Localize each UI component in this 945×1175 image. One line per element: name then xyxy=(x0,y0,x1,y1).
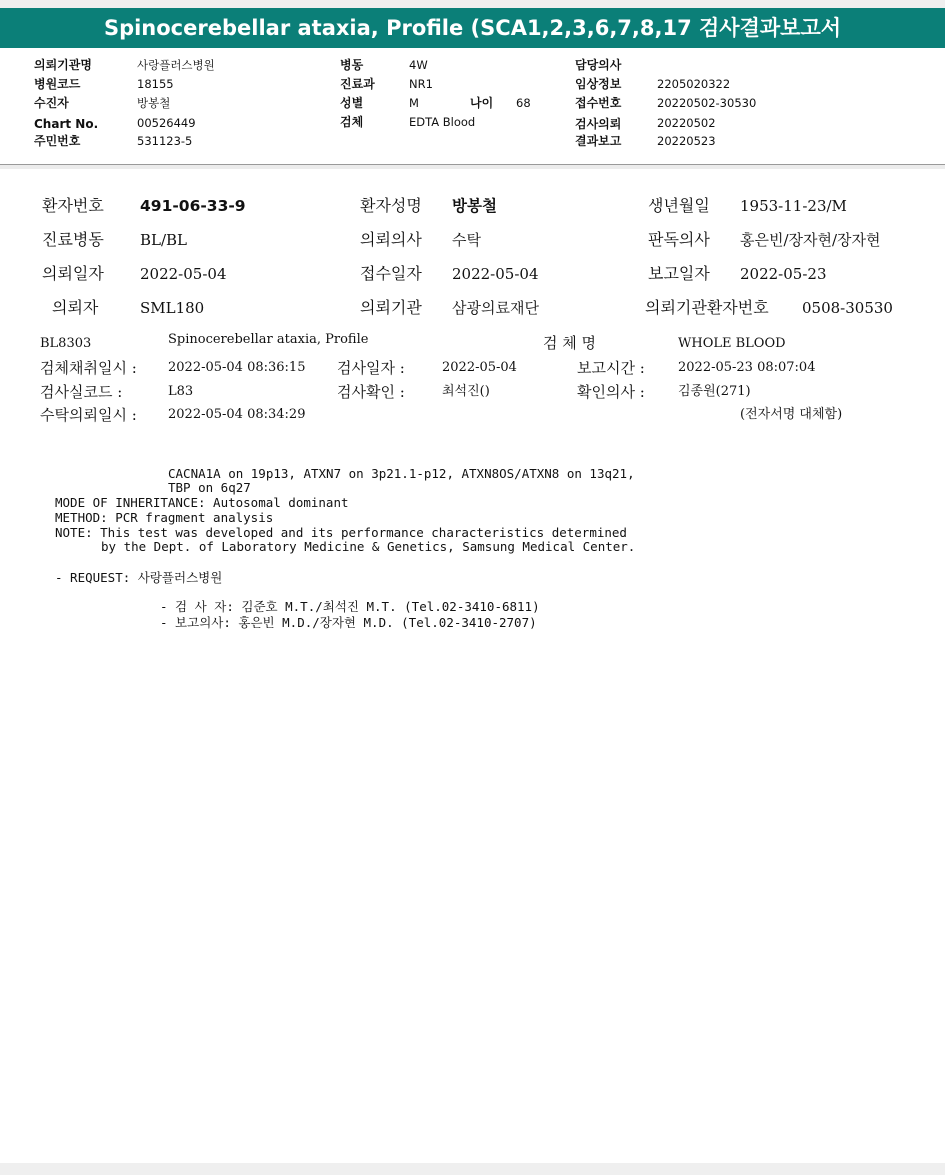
test-date-label: 검사일자 : xyxy=(337,359,405,377)
report-title: Spinocerebellar ataxia, Profile (SCA1,2,3,6,7,8,17 검사결과보고서 xyxy=(0,8,945,48)
collect-label: 검체채취일시 : xyxy=(40,359,137,377)
header-value: 20220502 xyxy=(657,116,716,130)
request-date: 2022-05-04 xyxy=(140,265,227,283)
header-value: 20220523 xyxy=(657,134,716,148)
header-label: 주민번호 xyxy=(34,134,81,148)
receive-date-label: 접수일자 xyxy=(360,264,422,283)
header-label: 병원코드 xyxy=(34,77,81,91)
header-label: 병동 xyxy=(340,58,364,72)
top-border xyxy=(0,0,945,8)
reporter-line: - 보고의사: 홍은빈 M.D./장자현 M.D. (Tel.02-3410-2707) xyxy=(160,615,537,630)
test-code: BL8303 xyxy=(40,336,92,351)
header-label: 담당의사 xyxy=(575,58,622,72)
ward-label: 진료병동 xyxy=(42,230,104,249)
header-shade xyxy=(0,165,945,169)
header-value: NR1 xyxy=(409,77,433,91)
institution-label: 의뢰기관 xyxy=(360,298,422,317)
tester-line: - 검 사 자: 김준호 M.T./최석진 M.T. (Tel.02-3410-6811) xyxy=(160,599,540,614)
header-value: 00526449 xyxy=(137,116,196,130)
header-label: 의뢰기관명 xyxy=(34,58,92,72)
reader: 홍은빈/장자현/장자현 xyxy=(740,231,881,249)
reader-label: 판독의사 xyxy=(648,230,710,249)
report-time: 2022-05-23 08:07:04 xyxy=(678,360,816,375)
test-date: 2022-05-04 xyxy=(442,360,517,375)
result-line: MODE OF INHERITANCE: Autosomal dominant xyxy=(55,495,349,510)
result-line: by the Dept. of Laboratory Medicine & Genetics, Samsung Medical Center. xyxy=(101,539,636,554)
header-value: 사랑플러스병원 xyxy=(137,58,215,72)
confirm-doctor-label: 확인의사 : xyxy=(577,383,645,401)
age-value: 68 xyxy=(516,96,531,110)
confirm: 최석진() xyxy=(442,384,490,399)
lab-code: L83 xyxy=(168,384,194,399)
header-value: EDTA Blood xyxy=(409,115,476,129)
specimen: WHOLE BLOOD xyxy=(678,336,786,351)
header-value: 2205020322 xyxy=(657,77,731,91)
ward: BL/BL xyxy=(140,231,188,249)
header-value: 방봉철 xyxy=(137,96,171,110)
requester-label: 의뢰자 xyxy=(52,298,99,317)
header-label: 수진자 xyxy=(34,96,69,110)
report-date-label: 보고일자 xyxy=(648,264,710,283)
report-date: 2022-05-23 xyxy=(740,265,827,283)
patient-id-label: 환자번호 xyxy=(42,196,104,215)
dob-label: 생년월일 xyxy=(648,196,710,215)
age-label: 나이 xyxy=(470,96,494,110)
header-label: 검체 xyxy=(340,115,364,129)
confirm-label: 검사확인 : xyxy=(337,383,405,401)
header-label: 결과보고 xyxy=(575,134,622,148)
result-line: METHOD: PCR fragment analysis xyxy=(55,510,274,525)
header-value: 531123-5 xyxy=(137,134,193,148)
confirm-doctor: 김종원(271) xyxy=(678,384,751,399)
test-name: Spinocerebellar ataxia, Profile xyxy=(168,332,369,347)
bottom-border xyxy=(0,1163,945,1175)
result-line: CACNA1A on 19p13, ATXN7 on 3p21.1-p12, ATXN8OS/ATXN8 on 13q21, xyxy=(168,466,635,481)
receive-date: 2022-05-04 xyxy=(452,265,539,283)
header-label: 진료과 xyxy=(340,77,375,91)
institution-patient-id: 0508-30530 xyxy=(802,299,893,317)
header-value: M xyxy=(409,96,419,110)
result-line: NOTE: This test was developed and its performance characteristics determined xyxy=(55,525,627,540)
institution: 삼광의료재단 xyxy=(452,299,539,317)
header-label: Chart No. xyxy=(34,117,99,131)
header-value: 18155 xyxy=(137,77,174,91)
specimen-label: 검 체 명 xyxy=(543,334,597,352)
requester: SML180 xyxy=(140,299,205,317)
header-value: 4W xyxy=(409,58,428,72)
doctor: 수탁 xyxy=(452,231,481,249)
institution-patient-id-label: 의뢰기관환자번호 xyxy=(645,298,769,317)
result-line: TBP on 6q27 xyxy=(168,480,251,495)
report-time-label: 보고시간 : xyxy=(577,359,645,377)
dob: 1953-11-23/M xyxy=(740,197,847,215)
header-label: 임상정보 xyxy=(575,77,622,91)
collect-time: 2022-05-04 08:36:15 xyxy=(168,360,306,375)
esign-note: (전자서명 대체함) xyxy=(740,407,843,422)
contract-time: 2022-05-04 08:34:29 xyxy=(168,407,306,422)
contract-time-label: 수탁의뢰일시 : xyxy=(40,406,137,424)
header-label: 검사의뢰 xyxy=(575,117,622,131)
lab-code-label: 검사실코드 : xyxy=(40,383,123,401)
header-value: 20220502-30530 xyxy=(657,96,757,110)
patient-name-label: 환자성명 xyxy=(360,196,422,215)
request-line: - REQUEST: 사랑플러스병원 xyxy=(55,570,223,585)
patient-id: 491-06-33-9 xyxy=(140,197,246,215)
header-label: 접수번호 xyxy=(575,96,622,110)
request-date-label: 의뢰일자 xyxy=(42,264,104,283)
doctor-label: 의뢰의사 xyxy=(360,230,422,249)
header-label: 성별 xyxy=(340,96,364,110)
patient-name: 방봉철 xyxy=(452,197,497,215)
